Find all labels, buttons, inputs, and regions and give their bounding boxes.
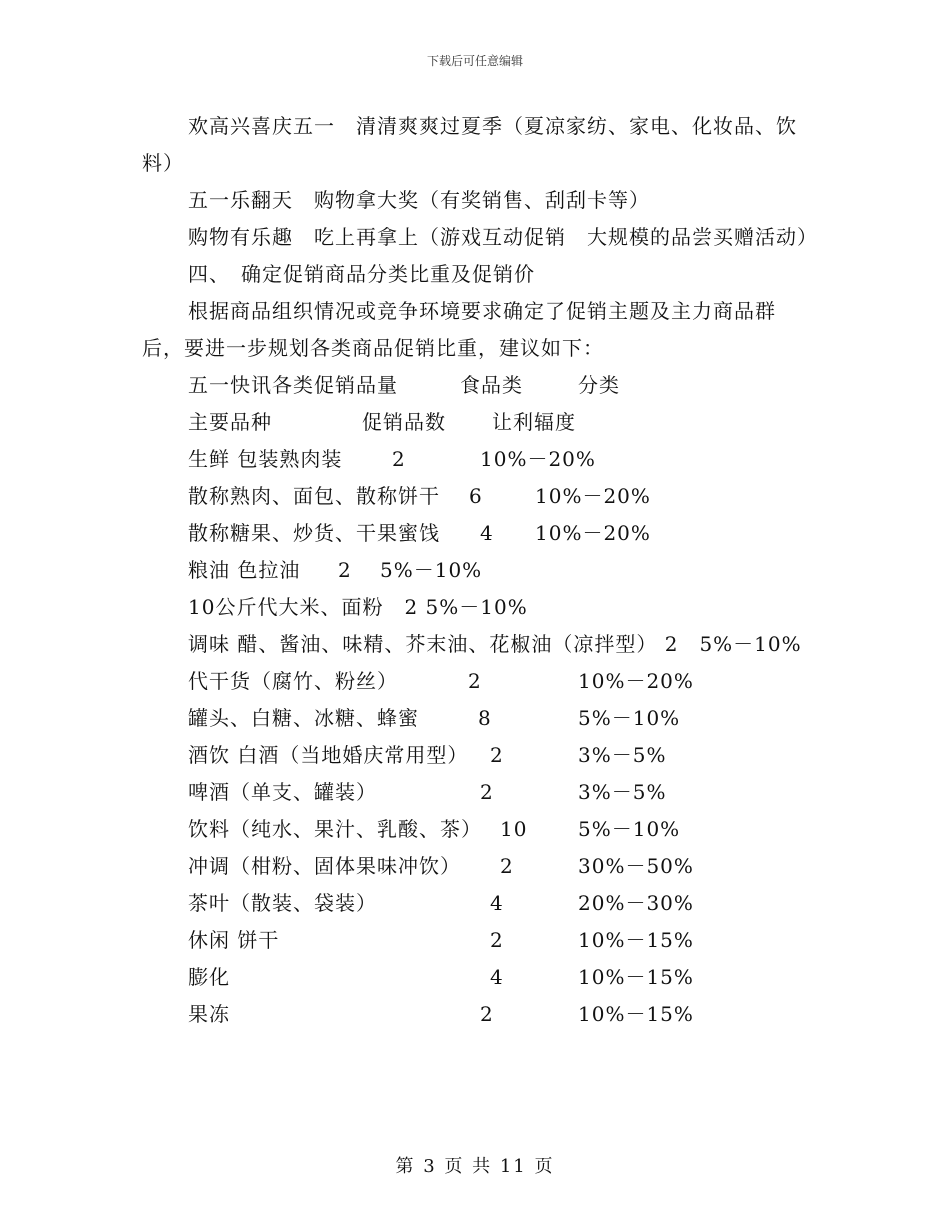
table-row (142, 552, 812, 589)
table-row (142, 811, 812, 848)
row-name: 散称熟肉、面包、散称饼干 (188, 484, 440, 508)
row-name: 罐头、白糖、冰糖、蜂蜜 (188, 706, 419, 730)
paragraph-theme-fun: 购物有乐趣 吃上再拿上（游戏互动促销 大规模的品尝买赠活动） (188, 225, 818, 249)
row-range: 3%－5% (578, 780, 667, 804)
row-count: 2 (490, 928, 504, 952)
row-name: 生鲜 包装熟肉装 (188, 447, 343, 471)
line-seasoning: 调味 醋、酱油、味精、芥末油、花椒油（凉拌型） 2 5%－10% (188, 632, 802, 656)
table-title-col1: 五一快讯各类促销品量 (188, 373, 398, 397)
line-rice-flour: 10公斤代大米、面粉 2 5%－10% (188, 595, 528, 619)
row-name: 饮料（纯水、果汁、乳酸、茶） (188, 817, 482, 841)
table-row (142, 885, 812, 922)
paragraph-plan: 根据商品组织情况或竞争环境要求确定了促销主题及主力商品群后，要进一步规划各类商品促销比重，建议如下： (142, 299, 776, 360)
row-range: 10%－20% (535, 521, 651, 545)
row-range: 30%－50% (578, 854, 694, 878)
paragraph-theme-summer: 欢高兴喜庆五一 清清爽爽过夏季（夏凉家纺、家电、化妆品、饮料） (142, 114, 797, 175)
paragraph-theme-prize: 五一乐翻天 购物拿大奖（有奖销售、刮刮卡等） (188, 188, 650, 212)
table-row (142, 737, 812, 774)
row-range: 5%－10% (578, 817, 681, 841)
document-body (142, 108, 818, 1033)
row-name: 膨化 (188, 965, 230, 989)
row-count: 2 (338, 558, 352, 582)
table-row (142, 848, 812, 885)
row-range: 10%－15% (578, 1002, 694, 1026)
row-range: 10%－20% (535, 484, 651, 508)
row-count: 2 (392, 447, 406, 471)
row-range: 5%－10% (380, 558, 483, 582)
row-name: 冲调（柑粉、固体果味冲饮） (188, 854, 461, 878)
row-range: 10%－20% (480, 447, 596, 471)
row-count: 2 (468, 669, 482, 693)
row-range: 3%－5% (578, 743, 667, 767)
table-row (142, 774, 812, 811)
row-name: 茶叶（散装、袋装） (188, 891, 377, 915)
row-count: 4 (480, 521, 494, 545)
table-row (142, 700, 812, 737)
table-row (142, 996, 812, 1033)
table-row (142, 478, 812, 515)
row-range: 20%－30% (578, 891, 694, 915)
row-name: 酒饮 白酒（当地婚庆常用型） (188, 743, 469, 767)
table-title-col2: 食品类 (460, 373, 523, 397)
row-name: 休闲 饼干 (188, 928, 280, 952)
row-range: 10%－15% (578, 928, 694, 952)
row-count: 4 (490, 891, 504, 915)
row-range: 10%－20% (578, 669, 694, 693)
table-header-col2: 促销品数 (362, 410, 446, 434)
row-count: 2 (480, 1002, 494, 1026)
row-name: 散称糖果、炒货、干果蜜饯 (188, 521, 440, 545)
row-count: 2 (490, 743, 504, 767)
row-name: 果冻 (188, 1002, 230, 1026)
row-count: 4 (490, 965, 504, 989)
row-name: 啤酒（单支、罐装） (188, 780, 377, 804)
table-row (142, 515, 812, 552)
section-heading-4: 四、 确定促销商品分类比重及促销价 (188, 262, 535, 286)
row-count: 6 (469, 484, 483, 508)
row-count: 2 (500, 854, 514, 878)
row-name: 粮油 色拉油 (188, 558, 301, 582)
row-range: 10%－15% (578, 965, 694, 989)
table-header-col1: 主要品种 (188, 410, 272, 434)
page-header: 下载后可任意编辑 (426, 54, 523, 68)
table-row (142, 922, 812, 959)
table-row (142, 441, 812, 478)
row-count: 8 (478, 706, 492, 730)
page-footer: 第 3 页 共 11 页 (395, 1156, 555, 1177)
table-row (142, 663, 812, 700)
row-count: 2 (480, 780, 494, 804)
row-name: 代干货（腐竹、粉丝） (188, 669, 398, 693)
table-row (142, 959, 812, 996)
table-title-row (142, 367, 812, 404)
table-title-col3: 分类 (578, 373, 620, 397)
row-range: 5%－10% (578, 706, 681, 730)
table-header-row (142, 404, 812, 441)
row-count: 10 (500, 817, 528, 841)
table-header-col3: 让利辐度 (492, 410, 576, 434)
